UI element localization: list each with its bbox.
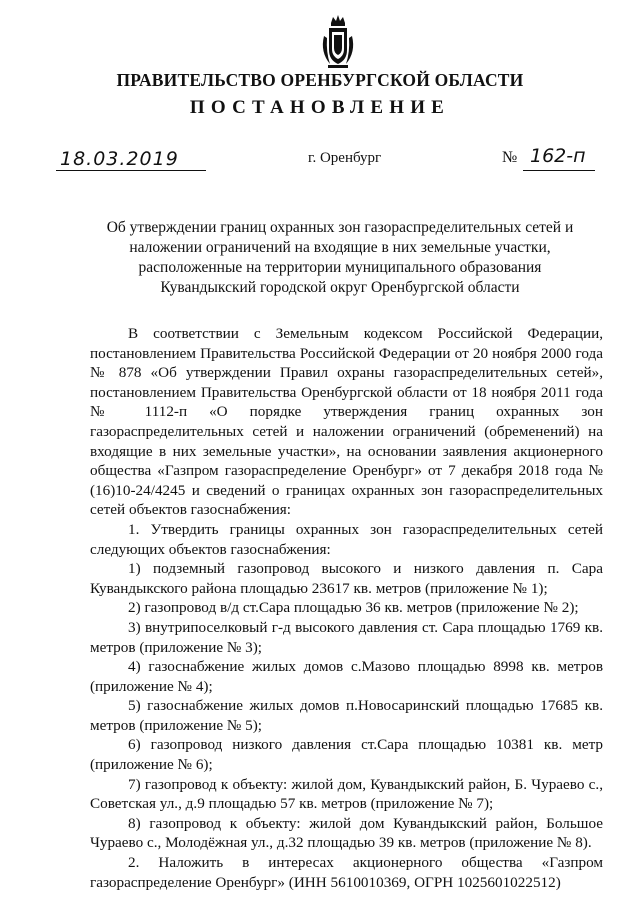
number-label: № (502, 149, 518, 166)
document-number: 162-п (530, 145, 586, 167)
list-item: 2) газопровод в/д ст.Сара площадью 36 кв. метров (приложение № 2); (128, 599, 579, 617)
coat-of-arms-icon (318, 14, 358, 70)
clause-1: 1. Утвердить границы охранных зон газораспределительных сетей следующих объектов газоснабжения: (90, 520, 603, 558)
list-item: 1) подземный газопровод высокого и низкого давления п. Сара Кувандыкского района площадью 23617 кв. метров (приложение № 1); (90, 560, 603, 597)
list-item: 8) газопровод к объекту: жилой дом Кувандыкский район, Большое Чураево с., Молодёжная ул., д.32 площадью 39 кв. метров (приложение № 8). (90, 814, 603, 852)
clause-2: 2. Наложить в интересах акционерного общества «Газпром газораспределение Оренбург» (ИНН 5610010369, ОГРН 1025601022512) (90, 854, 603, 891)
document-type: ПОСТАНОВЛЕНИЕ (189, 97, 451, 118)
preamble-paragraph: В соответствии с Земельным кодексом Российской Федерации, постановлением Правительства Российской Федерации от 20 ноября 2000 года № 878 «Об утверждении Правил охраны газораспределительных сетей», постановлением Правительства Оренбургской области от 18 ноября 2011 года № 1112-п «О порядке утверждения границ охранных зон газораспределительных сетей и наложении ограничений (обременений) на входящие в них земельные участки», на основании заявления акционерного общества «Газпром газораспределение Оренбург» от 7 декабря 2018 года № (16)10-24/4245 и сведений о границах охранных зон газораспределительных сетей объектов газоснабжения: (90, 325, 603, 519)
document-title: Об утверждении границ охранных зон газораспределительных сетей и наложении ограничений на входящие в них земельные участки, расположенные на территории муниципального образования Кувандыкский городской округ Оренбургской области (106, 219, 574, 296)
document-city: г. Оренбург (308, 150, 382, 166)
list-item: 3) внутрипоселковый г-д высокого давления ст. Сара площадью 1769 кв. метров (приложение № 3); (90, 618, 603, 656)
list-item: 4) газоснабжение жилых домов с.Мазово площадью 8998 кв. метров (приложение № 4); (90, 658, 603, 695)
list-item: 6) газопровод низкого давления ст.Сара площадью 10381 кв. метр (приложение № 6); (90, 736, 603, 774)
list-item: 7) газопровод к объекту: жилой дом, Кувандыкский район, Б. Чураево с., Советская ул., д.9 площадью 57 кв. метров (приложение № 7); (90, 775, 603, 813)
list-item: 5) газоснабжение жилых домов п.Новосаринский площадью 17685 кв. метров (приложение № 5); (90, 697, 603, 734)
document-date: 18.03.2019 (60, 148, 179, 170)
government-name: ПРАВИТЕЛЬСТВО ОРЕНБУРГСКОЙ ОБЛАСТИ (116, 70, 524, 90)
document-body (90, 324, 603, 892)
number-underline (523, 170, 595, 171)
date-underline (56, 170, 206, 171)
